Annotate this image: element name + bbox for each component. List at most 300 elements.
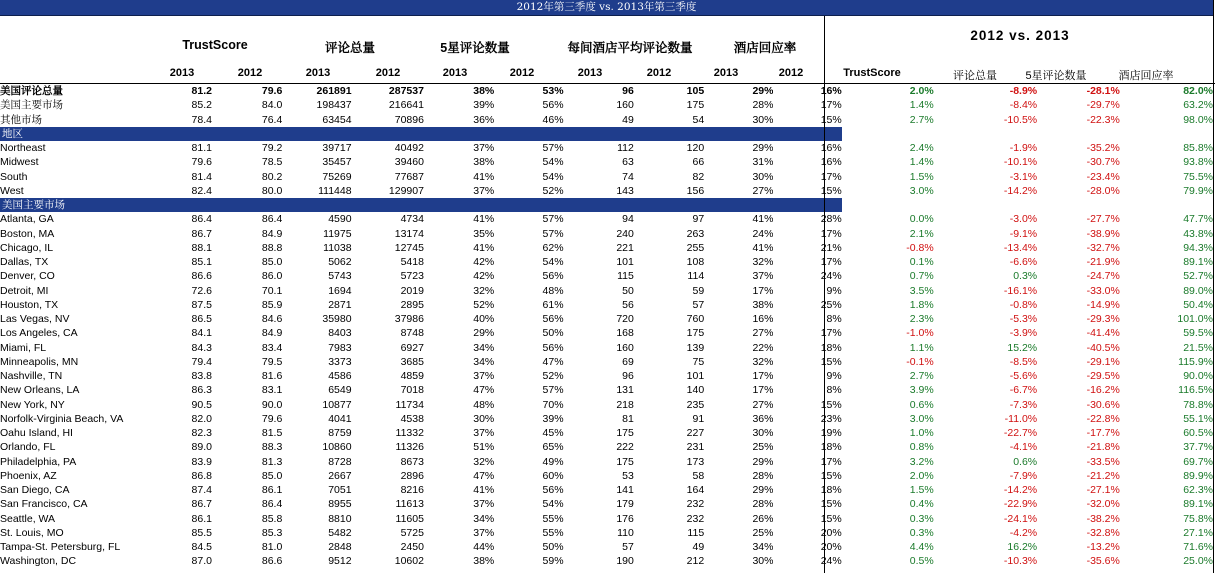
row-label: New York, NY xyxy=(0,398,65,411)
cell-value: 57 xyxy=(622,541,634,554)
cell-change: -24.7% xyxy=(1086,270,1120,283)
row-label: Los Angeles, CA xyxy=(0,327,78,340)
cell-value: 85.9 xyxy=(261,298,283,311)
cell-value: 39% xyxy=(473,99,495,112)
cell-value: 49 xyxy=(622,113,634,126)
table-row xyxy=(0,554,1213,568)
cell-value: 17% xyxy=(820,256,842,269)
table-row xyxy=(0,398,1213,412)
cell-value: 2871 xyxy=(328,298,352,311)
cmp-col-response: 酒店回应率 xyxy=(1118,70,1174,82)
year-label: 2012 xyxy=(509,67,535,79)
cell-value: 52% xyxy=(542,370,564,383)
cell-change: -22.8% xyxy=(1086,412,1120,425)
cell-value: 120 xyxy=(686,142,705,155)
cmp-col-five-star: 5星评论数量 xyxy=(1025,70,1087,82)
row-label: 其他市场 xyxy=(0,113,42,126)
cell-value: 83.8 xyxy=(191,370,212,383)
cell-value: 101 xyxy=(616,256,634,269)
cell-change: -28.0% xyxy=(1086,184,1120,197)
cell-value: 47% xyxy=(473,384,495,397)
cell-value: 82 xyxy=(692,170,705,183)
table-row xyxy=(0,155,1213,169)
cell-value: 2896 xyxy=(400,469,424,482)
cell-value: 15% xyxy=(820,498,842,511)
row-label: St. Louis, MO xyxy=(0,526,64,539)
table-row xyxy=(0,184,1213,198)
cell-value: 216641 xyxy=(388,99,424,112)
cell-value: 86.6 xyxy=(261,555,283,568)
year-label: 2012 xyxy=(237,67,263,79)
table-row xyxy=(0,526,1213,540)
cell-value: 83.4 xyxy=(261,341,283,354)
cell-value: 80.2 xyxy=(261,170,283,183)
cell-value: 15% xyxy=(820,355,842,368)
cell-value: 56% xyxy=(542,484,564,497)
table-row xyxy=(0,426,1213,440)
cell-change: 79.9% xyxy=(1183,184,1213,197)
cell-change: -40.5% xyxy=(1086,341,1120,354)
cell-value: 57% xyxy=(542,384,564,397)
cell-value: 86.1 xyxy=(191,512,212,525)
cell-value: 84.9 xyxy=(261,327,283,340)
cell-value: 84.0 xyxy=(261,99,283,112)
cell-value: 20% xyxy=(820,526,842,539)
section-spacer xyxy=(842,198,1213,212)
cell-value: 5062 xyxy=(328,256,352,269)
cell-value: 76.4 xyxy=(261,113,283,126)
cell-value: 5418 xyxy=(400,256,424,269)
row-label: Boston, MA xyxy=(0,227,55,240)
cell-value: 86.7 xyxy=(191,227,212,240)
cell-value: 56% xyxy=(542,99,564,112)
cell-value: 11038 xyxy=(323,241,352,254)
cell-value: 87.0 xyxy=(191,555,212,568)
cell-value: 36% xyxy=(752,412,774,425)
row-label: Denver, CO xyxy=(0,270,55,283)
data-table xyxy=(0,84,1213,569)
cell-value: 75 xyxy=(692,355,705,368)
header-five-star: 5星评论数量 xyxy=(440,41,510,55)
cell-value: 143 xyxy=(616,184,634,197)
table-row xyxy=(0,326,1213,340)
cell-value: 3685 xyxy=(400,355,424,368)
cell-value: 88.8 xyxy=(261,241,283,254)
header-response-rate: 酒店回应率 xyxy=(733,41,797,55)
cell-value: 59% xyxy=(542,555,564,568)
cell-value: 227 xyxy=(686,427,705,440)
cell-value: 56% xyxy=(542,270,564,283)
cell-value: 79.6 xyxy=(261,85,283,98)
cell-value: 85.1 xyxy=(191,256,212,269)
comparison-divider xyxy=(824,16,825,573)
cell-change: 2.7% xyxy=(909,370,934,383)
cell-value: 110 xyxy=(617,526,634,539)
cell-value: 5725 xyxy=(400,526,424,539)
cell-value: 17% xyxy=(820,455,842,468)
cell-value: 115 xyxy=(687,526,705,539)
cell-change: -5.6% xyxy=(1009,370,1038,383)
row-label: Dallas, TX xyxy=(0,256,49,269)
cell-change: 2.0% xyxy=(909,469,934,482)
cell-value: 35% xyxy=(473,227,495,240)
cell-change: 50.4% xyxy=(1183,298,1213,311)
cell-value: 41% xyxy=(473,241,495,254)
cell-value: 75269 xyxy=(322,170,352,183)
cell-change: 0.4% xyxy=(909,498,934,511)
cell-change: -32.7% xyxy=(1086,241,1120,254)
cell-value: 9% xyxy=(826,284,842,297)
cell-change: -0.8% xyxy=(1009,298,1038,311)
cell-value: 15% xyxy=(820,398,842,411)
cell-change: 69.7% xyxy=(1183,455,1213,468)
cell-value: 90.0 xyxy=(261,398,283,411)
header-reviews-total: 评论总量 xyxy=(324,41,375,55)
cell-change: 43.8% xyxy=(1183,227,1213,240)
cell-change: -22.9% xyxy=(1003,498,1038,511)
row-label: 美国主要市场 xyxy=(0,99,63,112)
cell-value: 11326 xyxy=(395,441,424,454)
header-trustscore: TrustScore xyxy=(182,38,248,52)
cell-value: 78.4 xyxy=(191,113,212,126)
cell-value: 175 xyxy=(686,99,705,112)
cell-change: -14.2% xyxy=(1003,484,1038,497)
cell-value: 41% xyxy=(473,484,495,497)
cell-value: 25% xyxy=(752,441,774,454)
cell-change: 89.1% xyxy=(1183,498,1213,511)
cell-value: 10860 xyxy=(322,441,352,454)
row-label: San Francisco, CA xyxy=(0,498,88,511)
cell-change: -41.4% xyxy=(1086,327,1120,340)
cell-change: -29.1% xyxy=(1086,355,1120,368)
cell-change: -16.1% xyxy=(1003,284,1038,297)
cell-value: 72.6 xyxy=(191,284,212,297)
cell-value: 29% xyxy=(752,484,774,497)
row-label: Orlando, FL xyxy=(0,441,56,454)
cell-value: 26% xyxy=(752,512,774,525)
cell-change: -3.1% xyxy=(1009,170,1038,183)
cell-value: 5743 xyxy=(328,270,352,283)
cell-change: 52.7% xyxy=(1183,270,1213,283)
row-label: Northeast xyxy=(0,142,46,155)
cell-value: 4538 xyxy=(400,412,424,425)
cell-value: 16% xyxy=(820,142,842,155)
cell-value: 31% xyxy=(752,156,774,169)
cell-value: 140 xyxy=(686,384,705,397)
cell-value: 105 xyxy=(686,85,705,98)
cell-value: 81 xyxy=(622,412,634,425)
cell-value: 29% xyxy=(752,85,774,98)
cell-change: -11.0% xyxy=(1004,412,1038,425)
cell-change: -35.2% xyxy=(1086,142,1120,155)
cell-change: -14.2% xyxy=(1003,184,1038,197)
row-label: Houston, TX xyxy=(0,298,59,311)
cell-value: 48% xyxy=(542,284,564,297)
cell-value: 16% xyxy=(820,156,842,169)
cell-value: 4041 xyxy=(328,412,352,425)
cell-value: 53 xyxy=(622,469,634,482)
row-label: Chicago, IL xyxy=(0,241,54,254)
cell-value: 7983 xyxy=(328,341,352,354)
cell-change: 0.5% xyxy=(909,555,934,568)
cell-value: 112 xyxy=(617,142,634,155)
cell-value: 19% xyxy=(820,427,842,440)
cell-change: -3.9% xyxy=(1009,327,1038,340)
cell-value: 29% xyxy=(752,455,774,468)
row-label: Seattle, WA xyxy=(0,512,56,525)
cell-value: 84.1 xyxy=(191,327,212,340)
cell-value: 50% xyxy=(542,327,564,340)
cell-value: 17% xyxy=(820,227,842,240)
cell-value: 720 xyxy=(616,313,634,326)
cell-value: 34% xyxy=(752,541,774,554)
cell-change: -8.9% xyxy=(1009,85,1038,98)
cell-value: 139 xyxy=(686,341,705,354)
cell-change: 101.0% xyxy=(1177,313,1213,326)
cell-change: -21.2% xyxy=(1086,469,1120,482)
cell-change: -1.9% xyxy=(1009,142,1038,155)
cell-value: 86.4 xyxy=(261,213,283,226)
cell-change: 0.6% xyxy=(1013,455,1038,468)
cell-value: 8403 xyxy=(328,327,352,340)
cell-value: 58 xyxy=(692,469,705,482)
cell-value: 55% xyxy=(542,512,564,525)
cell-value: 108 xyxy=(686,256,705,269)
cell-value: 175 xyxy=(616,455,634,468)
row-label: Tampa-St. Petersburg, FL xyxy=(0,541,121,554)
cell-value: 37% xyxy=(473,184,495,197)
cell-change: 82.0% xyxy=(1183,85,1213,98)
cell-value: 27% xyxy=(752,398,774,411)
cell-value: 16% xyxy=(820,85,842,98)
cell-value: 50% xyxy=(542,541,564,554)
cell-value: 40492 xyxy=(394,142,424,155)
cell-value: 81.6 xyxy=(261,370,283,383)
cell-change: 75.5% xyxy=(1183,170,1213,183)
table-row xyxy=(0,269,1213,283)
year-label: 2013 xyxy=(442,67,468,79)
cell-value: 41% xyxy=(473,213,495,226)
cell-value: 54% xyxy=(542,498,564,511)
row-label: New Orleans, LA xyxy=(0,384,80,397)
cell-value: 21% xyxy=(820,241,842,254)
cell-change: -1.0% xyxy=(906,327,934,340)
cell-value: 17% xyxy=(820,99,842,112)
cell-value: 28% xyxy=(752,99,774,112)
cell-value: 54% xyxy=(542,256,564,269)
table-row xyxy=(0,497,1213,511)
cell-value: 38% xyxy=(473,85,495,98)
cell-change: 116.5% xyxy=(1178,384,1213,397)
cell-value: 24% xyxy=(820,555,842,568)
row-label: Minneapolis, MN xyxy=(0,355,79,368)
cell-change: 78.8% xyxy=(1183,398,1213,411)
cell-value: 164 xyxy=(686,484,705,497)
section-header xyxy=(0,198,1213,212)
row-label: Midwest xyxy=(0,156,39,169)
year-label: 2013 xyxy=(305,67,331,79)
cell-value: 2667 xyxy=(328,469,352,482)
cell-value: 27% xyxy=(752,184,774,197)
cell-change: 4.4% xyxy=(909,541,934,554)
cell-value: 2019 xyxy=(400,284,424,297)
cell-value: 40% xyxy=(473,313,495,326)
cell-value: 46% xyxy=(542,113,564,126)
cell-value: 30% xyxy=(473,412,495,425)
cell-value: 85.5 xyxy=(191,526,212,539)
cell-value: 17% xyxy=(752,370,774,383)
cell-change: -30.6% xyxy=(1086,398,1120,411)
cell-value: 39717 xyxy=(322,142,352,155)
cell-change: -8.4% xyxy=(1009,99,1038,112)
cell-change: -14.9% xyxy=(1086,298,1120,311)
cell-value: 86.5 xyxy=(191,313,212,326)
cell-value: 28% xyxy=(752,498,774,511)
cell-value: 12745 xyxy=(394,241,424,254)
cell-value: 86.6 xyxy=(191,270,212,283)
cell-value: 24% xyxy=(820,270,842,283)
cell-value: 62% xyxy=(542,241,564,254)
cell-change: 16.2% xyxy=(1007,541,1038,554)
cell-change: 55.1% xyxy=(1183,412,1213,425)
cell-value: 37% xyxy=(473,498,495,511)
section-title: 美国主要市场 xyxy=(0,198,842,212)
table-row xyxy=(0,284,1213,298)
section-header xyxy=(0,127,1213,141)
cell-change: 0.3% xyxy=(909,512,934,525)
table-row xyxy=(0,512,1213,526)
cell-value: 4734 xyxy=(400,213,424,226)
cell-value: 57% xyxy=(542,142,564,155)
cell-value: 81.3 xyxy=(261,455,283,468)
cell-value: 82.0 xyxy=(191,412,212,425)
cell-value: 80.0 xyxy=(261,184,283,197)
cell-change: 0.8% xyxy=(909,441,934,454)
cell-change: 25.0% xyxy=(1183,555,1213,568)
cell-value: 34% xyxy=(473,355,495,368)
cell-change: 1.4% xyxy=(909,99,934,112)
cell-value: 66 xyxy=(692,156,705,169)
cell-change: -0.8% xyxy=(906,241,934,254)
cell-value: 87.4 xyxy=(191,484,212,497)
cell-value: 69 xyxy=(622,355,634,368)
cell-value: 86.3 xyxy=(191,384,212,397)
cell-value: 56% xyxy=(542,313,564,326)
cell-value: 25% xyxy=(752,526,774,539)
cell-value: 175 xyxy=(686,327,705,340)
cell-change: 15.2% xyxy=(1007,341,1038,354)
cell-value: 255 xyxy=(686,241,705,254)
cell-value: 60% xyxy=(542,469,564,482)
cell-value: 168 xyxy=(616,327,634,340)
cell-value: 42% xyxy=(473,256,495,269)
cell-value: 63454 xyxy=(322,113,352,126)
cell-change: 63.2% xyxy=(1183,99,1213,112)
cell-value: 84.5 xyxy=(191,541,212,554)
cell-value: 81.5 xyxy=(261,427,283,440)
header-avg-per-hotel: 每间酒店平均评论数量 xyxy=(567,41,693,55)
cell-change: -28.1% xyxy=(1086,85,1120,98)
cell-value: 37986 xyxy=(394,313,424,326)
cell-value: 90.5 xyxy=(191,398,212,411)
table-row xyxy=(0,141,1213,155)
cell-change: 0.7% xyxy=(909,270,934,283)
cell-change: 59.5% xyxy=(1183,327,1213,340)
cell-value: 17% xyxy=(752,384,774,397)
cell-change: 0.1% xyxy=(909,256,934,269)
cell-value: 8748 xyxy=(400,327,424,340)
cell-value: 52% xyxy=(473,298,495,311)
cell-change: 1.4% xyxy=(909,156,934,169)
cell-value: 84.6 xyxy=(261,313,283,326)
cell-value: 9% xyxy=(826,370,842,383)
table-row xyxy=(0,255,1213,269)
cell-change: 0.0% xyxy=(909,213,934,226)
cell-value: 48% xyxy=(473,398,495,411)
cell-change: -10.5% xyxy=(1003,113,1038,126)
cell-value: 86.8 xyxy=(191,469,212,482)
cell-value: 29% xyxy=(752,142,774,155)
cell-value: 760 xyxy=(686,313,705,326)
cell-change: 94.3% xyxy=(1183,241,1213,254)
cell-value: 56% xyxy=(542,341,564,354)
cell-value: 52% xyxy=(542,184,564,197)
cell-value: 2895 xyxy=(400,298,424,311)
cmp-col-reviews: 评论总量 xyxy=(953,70,997,82)
cell-value: 30% xyxy=(752,113,774,126)
cell-value: 18% xyxy=(820,341,842,354)
cell-value: 261891 xyxy=(316,85,352,98)
cell-value: 25% xyxy=(820,298,842,311)
row-label: Las Vegas, NV xyxy=(0,313,70,326)
cell-value: 84.9 xyxy=(261,227,283,240)
cell-value: 17% xyxy=(820,327,842,340)
cell-value: 30% xyxy=(752,555,774,568)
cell-change: -38.9% xyxy=(1086,227,1120,240)
cell-value: 11975 xyxy=(323,227,352,240)
cell-value: 84.3 xyxy=(191,341,212,354)
cell-value: 81.2 xyxy=(191,85,212,98)
cell-value: 11734 xyxy=(395,398,424,411)
cell-change: -33.5% xyxy=(1086,455,1120,468)
cell-change: -21.9% xyxy=(1086,256,1120,269)
cell-value: 49 xyxy=(692,541,705,554)
year-label: 2012 xyxy=(375,67,401,79)
cell-value: 15% xyxy=(820,113,842,126)
cell-value: 82.4 xyxy=(191,184,212,197)
cell-change: 75.8% xyxy=(1183,512,1213,525)
cell-value: 35980 xyxy=(322,313,352,326)
cell-change: -24.1% xyxy=(1003,512,1038,525)
cell-change: -8.5% xyxy=(1009,355,1038,368)
cell-change: -33.0% xyxy=(1086,284,1120,297)
cell-change: -0.1% xyxy=(906,355,934,368)
cell-value: 96 xyxy=(622,370,634,383)
cell-value: 8759 xyxy=(328,427,352,440)
cell-value: 83.9 xyxy=(191,455,212,468)
table-row xyxy=(0,298,1213,312)
cell-value: 8810 xyxy=(328,512,352,525)
cell-change: -35.6% xyxy=(1086,555,1120,568)
cell-value: 6927 xyxy=(400,341,424,354)
row-label: Washington, DC xyxy=(0,555,77,568)
cell-value: 15% xyxy=(820,184,842,197)
cell-value: 5482 xyxy=(328,526,352,539)
cell-value: 41% xyxy=(473,170,495,183)
cell-value: 190 xyxy=(616,555,634,568)
cell-change: -3.0% xyxy=(1009,213,1038,226)
cell-change: -7.3% xyxy=(1009,398,1038,411)
